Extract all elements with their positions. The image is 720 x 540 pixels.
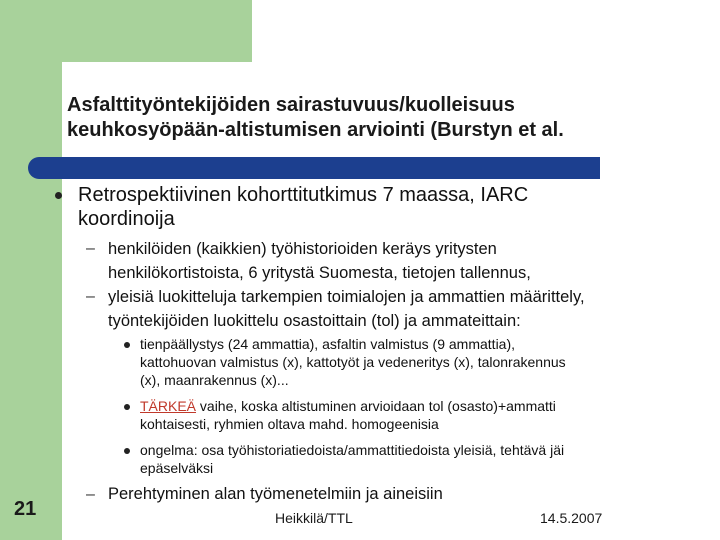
slide-title	[67, 93, 707, 143]
bullet-level2-2-line-1: yleisiä luokitteluja tarkempien toimialojen ja ammattien määrittely,	[108, 288, 585, 306]
bullet-level3-2-line-1	[140, 397, 710, 415]
slide-number: 21	[14, 498, 37, 520]
bullet-level2-1-line-2: henkilökortistoista, 6 yritystä Suomesta, tietojen tallennus,	[108, 263, 531, 282]
footer-author: Heikkilä/TTL	[275, 510, 353, 526]
bullet-icon	[124, 404, 130, 410]
slide-title-line-2: keuhkosyöpään-altistumisen arviointi (Burstyn et al.	[67, 119, 564, 141]
title-underline-bar	[28, 157, 600, 179]
footer-date: 14.5.2007	[540, 510, 603, 526]
bullet-icon	[55, 192, 62, 199]
left-decor-bar	[0, 0, 62, 540]
bullet-level3-1-line-3: (x), maanrakennus (x)...	[140, 372, 289, 388]
bullet-level2-3: Perehtyminen alan työmenetelmiin ja aineisiin	[108, 485, 443, 503]
bullet-icon	[124, 342, 130, 348]
bullet-level2-2	[108, 286, 713, 333]
bullet-level2-2-line-2: työntekijöiden luokittelu osastoittain (tol) ja ammateittain:	[108, 311, 521, 330]
bullet-level2-1	[108, 238, 708, 285]
bullet-level2-1-line-1: henkilöiden (kaikkien) työhistorioiden keräys yritysten	[108, 240, 497, 258]
bullet-level3-3	[140, 441, 710, 477]
bullet-icon	[124, 448, 130, 454]
bullet-level3-1-line-2: kattohuovan valmistus (x), kattotyöt ja vedeneritys (x), talonrakennus	[140, 354, 566, 370]
top-decor-block	[62, 0, 252, 62]
bullet-level3-2	[140, 397, 710, 433]
dash-icon: –	[86, 240, 95, 257]
bullet-level1	[78, 183, 638, 231]
bullet-level3-2-line-2: kohtaisesti, ryhmien oltava mahd. homogeenisia	[140, 416, 439, 432]
dash-icon: –	[86, 486, 95, 503]
bullet-level3-2-line-1-rest: vaihe, koska altistuminen arvioidaan tol (osasto)+ammatti	[196, 398, 556, 414]
dash-icon: –	[86, 288, 95, 305]
important-link[interactable]: TÄRKEÄ	[140, 398, 197, 414]
bullet-level3-1	[140, 335, 710, 389]
bullet-level1-line-2: koordinoija	[78, 208, 175, 230]
bullet-level3-3-line-2: epäselväksi	[140, 460, 214, 476]
bullet-level3-3-line-1: ongelma: osa työhistoriatiedoista/ammattitiedoista yleisiä, tehtävä jäi	[140, 442, 565, 458]
bullet-level3-1-line-1: tienpäällystys (24 ammattia), asfaltin valmistus (9 ammattia),	[140, 336, 516, 352]
slide-title-line-1: Asfalttityöntekijöiden sairastuvuus/kuolleisuus	[67, 94, 515, 116]
bullet-level1-line-1: Retrospektiivinen kohorttitutkimus 7 maassa, IARC	[78, 184, 529, 206]
